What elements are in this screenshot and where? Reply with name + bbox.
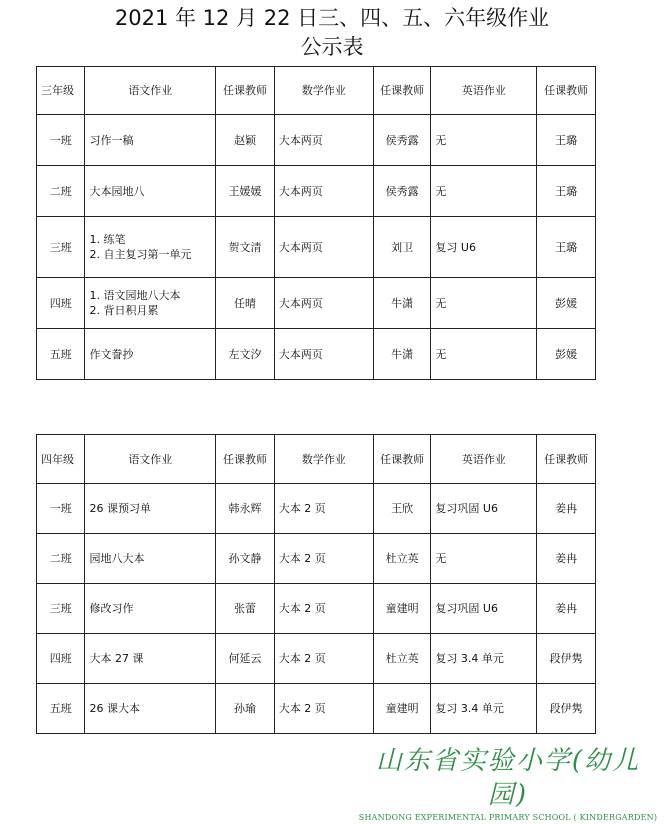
math-homework: 大本两页 [274,115,373,166]
math-teacher: 牛潇 [373,278,430,329]
table-row [37,534,596,584]
english-homework: 复习 U6 [431,217,537,278]
table-row [37,584,596,634]
school-logo-subtitle: SHANDONG EXPERIMENTAL PRIMARY SCHOOL ( KINDERGARDEN) [358,813,658,822]
math-teacher: 杜立英 [373,534,430,584]
header-chinese: 语文作业 [85,67,216,115]
grade3-homework-table [36,66,596,380]
chinese-homework: 大本园地八 [85,166,216,217]
chinese-teacher: 赵颖 [216,115,275,166]
english-homework: 无 [431,115,537,166]
table-row [37,166,596,217]
class-label: 三班 [37,217,85,278]
math-teacher: 童建明 [373,684,430,734]
english-teacher: 彭媛 [537,278,596,329]
math-homework: 大本 2 页 [274,484,373,534]
chinese-teacher: 贺文清 [216,217,275,278]
english-homework: 复习 3.4 单元 [431,634,537,684]
page-title-line2: 公示表 [300,35,364,59]
math-homework: 大本两页 [274,278,373,329]
header-math: 数学作业 [274,435,373,484]
header-english: 英语作业 [431,67,537,115]
task-list [89,288,211,318]
chinese-teacher: 孙瑜 [216,684,275,734]
table-row [37,278,596,329]
page-title-line1: 2021 年 12 月 22 日三、四、五、六年级作业 [114,6,550,30]
header-teacher: 任课教师 [537,67,596,115]
english-homework: 无 [431,278,537,329]
english-teacher: 王璐 [537,217,596,278]
math-homework: 大本两页 [274,329,373,380]
class-label: 四班 [37,634,85,684]
chinese-homework: 26 课预习单 [85,484,216,534]
math-homework: 大本 2 页 [274,534,373,584]
english-homework: 复习巩固 U6 [431,584,537,634]
grade4-homework-table [36,434,596,734]
header-teacher: 任课教师 [373,435,430,484]
english-teacher: 姜冉 [537,584,596,634]
chinese-teacher: 孙文静 [216,534,275,584]
page-title [0,4,664,62]
math-teacher: 王欣 [373,484,430,534]
header-teacher: 任课教师 [373,67,430,115]
table-header-row [37,67,596,115]
task-item: 2. 自主复习第一单元 [103,247,211,262]
math-teacher: 童建明 [373,584,430,634]
table-row [37,634,596,684]
english-teacher: 姜冉 [537,534,596,584]
task-item: 2. 背日积月累 [103,303,211,318]
table-row [37,329,596,380]
math-homework: 大本 2 页 [274,584,373,634]
chinese-homework: 习作一稿 [85,115,216,166]
math-teacher: 侯秀露 [373,115,430,166]
english-teacher: 彭媛 [537,329,596,380]
english-homework: 无 [431,534,537,584]
english-teacher: 王璐 [537,115,596,166]
math-teacher: 刘卫 [373,217,430,278]
math-homework: 大本两页 [274,217,373,278]
chinese-teacher: 左文汐 [216,329,275,380]
class-label: 五班 [37,684,85,734]
task-item: 1. 语文园地八大本 [103,288,211,303]
english-teacher: 姜冉 [537,484,596,534]
english-homework: 无 [431,329,537,380]
chinese-homework [85,278,216,329]
class-label: 四班 [37,278,85,329]
header-math: 数学作业 [274,67,373,115]
chinese-homework: 作文誊抄 [85,329,216,380]
grade-label: 四年级 [37,435,85,484]
class-label: 一班 [37,484,85,534]
math-teacher: 侯秀露 [373,166,430,217]
grade-label: 三年级 [37,67,85,115]
math-homework: 大本两页 [274,166,373,217]
header-teacher: 任课教师 [216,435,275,484]
chinese-homework: 园地八大本 [85,534,216,584]
class-label: 五班 [37,329,85,380]
header-teacher: 任课教师 [537,435,596,484]
class-label: 三班 [37,584,85,634]
chinese-teacher: 何延云 [216,634,275,684]
table-header-row [37,435,596,484]
school-logo-name: 山东省实验小学(幼儿园) [375,746,641,810]
math-homework: 大本 2 页 [274,634,373,684]
chinese-teacher: 王媛媛 [216,166,275,217]
task-item: 1. 练笔 [103,232,211,247]
english-homework: 复习 3.4 单元 [431,684,537,734]
math-homework: 大本 2 页 [274,684,373,734]
class-label: 二班 [37,166,85,217]
english-homework: 无 [431,166,537,217]
english-teacher: 段伊隽 [537,634,596,684]
header-chinese: 语文作业 [85,435,216,484]
chinese-homework [85,217,216,278]
table-row [37,684,596,734]
chinese-homework: 大本 27 课 [85,634,216,684]
math-teacher: 牛潇 [373,329,430,380]
class-label: 一班 [37,115,85,166]
table-row [37,217,596,278]
chinese-homework: 修改习作 [85,584,216,634]
chinese-homework: 26 课大本 [85,684,216,734]
class-label: 二班 [37,534,85,584]
table-row [37,115,596,166]
header-english: 英语作业 [431,435,537,484]
english-teacher: 王璐 [537,166,596,217]
school-logo [358,744,658,824]
table-row [37,484,596,534]
math-teacher: 杜立英 [373,634,430,684]
english-teacher: 段伊隽 [537,684,596,734]
english-homework: 复习巩固 U6 [431,484,537,534]
chinese-teacher: 韩永辉 [216,484,275,534]
chinese-teacher: 张蕾 [216,584,275,634]
task-list [89,232,211,262]
header-teacher: 任课教师 [216,67,275,115]
chinese-teacher: 任晴 [216,278,275,329]
